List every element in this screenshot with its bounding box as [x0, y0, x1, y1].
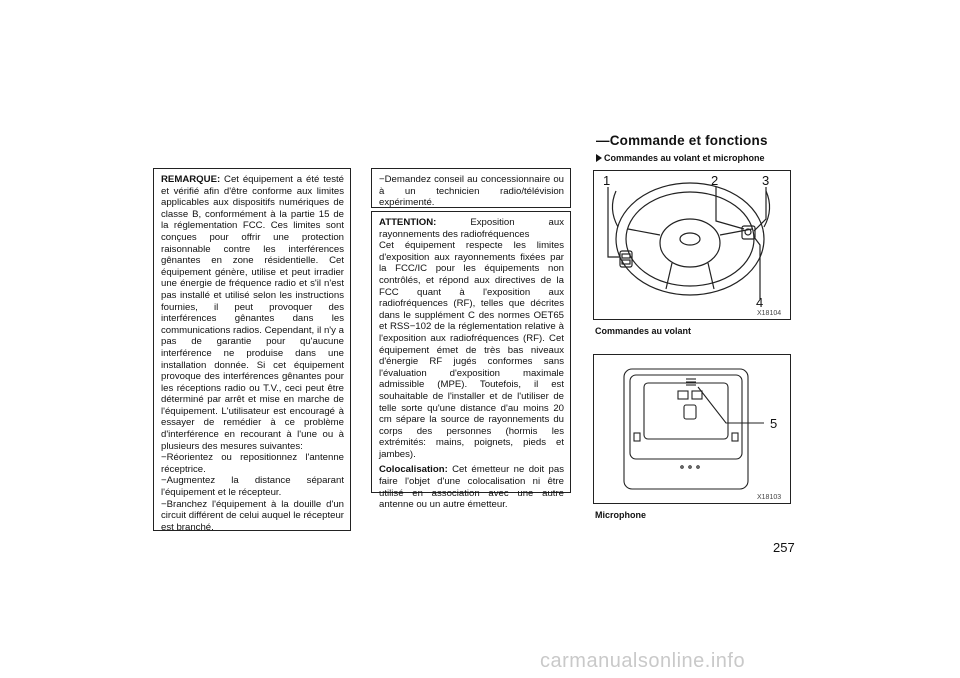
callout-5: 5	[770, 416, 778, 431]
sub-heading-text: Commandes au volant et microphone	[604, 153, 765, 163]
figure1-caption: Commandes au volant	[595, 326, 692, 336]
remedy-item-1: −Réorientez ou repositionnez l'antenne réceptrice.	[161, 452, 344, 475]
attention-text: Cet équipement respecte les limites d'exposition aux rayonnements fixées par la FCC/IC pour les équipements non contrôlés, et répond aux directives de la FCC quant à l'exposition aux radiofréquences (RF), telles que décrites dans le supplément C des normes OET65 et RSS−102 de la réglementation relative à l'exposition aux radiofréquences (RF). Cet équipement émet de très bas niveaux d'énergie RF jugés conformes sans l'évaluation d'exposition maximale admissible (MPE). Toutefois, il est souhaitable de l'installer et de l'utiliser de telle sorte qu'une distance d'au moins 20 cm sépare la source de rayonnements du corps des personnes (hormis les extrémités: mains, poignets, pieds et jambes).	[379, 240, 564, 460]
callout-2: 2	[711, 173, 719, 188]
remarque-notice-box	[153, 168, 351, 531]
attention-label: ATTENTION:	[379, 217, 437, 228]
figure2-code: X18103	[757, 494, 782, 501]
triangle-bullet-icon	[596, 154, 602, 162]
attention-box	[371, 211, 571, 511]
remedy-item-3: −Branchez l'équipement à la douille d'un circuit différent de celui auquel le récepteur est branché.	[161, 498, 344, 533]
figure2-caption: Microphone	[595, 510, 646, 520]
remedy-item-2: −Augmentez la distance séparant l'équipement et le récepteur.	[161, 475, 344, 499]
remarque-text: Cet équipement a été testé et vérifié afin d'être conforme aux limites applicables aux dispositifs numériques de classe B, conformément à la partie 15 de la réglementation FCC. Ces limites sont conçues pour offrir une protection raisonnable contre les interférences gênantes en zone résidentielle. Cet équipement génère, utilise et peut irradier une énergie de fréquence radio et s'il n'est pas installé et utilisé selon les instructions fournies, il peut provoquer des interférences gênantes dans les communications radios. Cependant, il n'y a pas de garantie pour qu'aucune interférence ne produise dans une installation donnée. Si cet équipement provoque des interférences gênantes pour les réceptions radio ou T.V., ceci peut être déterminé par arrêt et mise en marche de l'équipement. L'utilisateur est encouragé à essayer de remédier à ce problème d'interférence en recourant à l'une ou à plusieurs des mesures suivantes:	[161, 174, 344, 452]
steering-wheel-figure	[593, 170, 791, 320]
microphone-illustration	[594, 355, 790, 503]
callout-4: 4	[756, 295, 764, 310]
remarque-label: REMARQUE:	[161, 174, 221, 185]
colocation-label: Colocalisation:	[379, 464, 448, 476]
attention-subtitle: Exposition aux rayonnements des radiofréquences	[379, 217, 564, 240]
section-title: —Commande et fonctions	[596, 133, 768, 148]
figure1-code: X18104	[757, 310, 782, 317]
advice-text: −Demandez conseil au concessionnaire ou à un technicien radio/télévision expérimenté.	[379, 174, 564, 209]
watermark-text: carmanualsonline.info	[540, 650, 746, 672]
callout-3: 3	[762, 173, 770, 188]
advice-box	[371, 168, 571, 208]
callout-1: 1	[603, 173, 611, 188]
page-number: 257	[773, 540, 795, 555]
colocation-text: Cet émetteur ne doit pas faire l'objet d'une colocalisation ni être utilisé en association avec une autre antenne ou un autre émetteur.	[379, 464, 564, 511]
steering-wheel-illustration	[594, 171, 790, 319]
sub-heading	[596, 153, 765, 163]
microphone-figure	[593, 354, 791, 504]
